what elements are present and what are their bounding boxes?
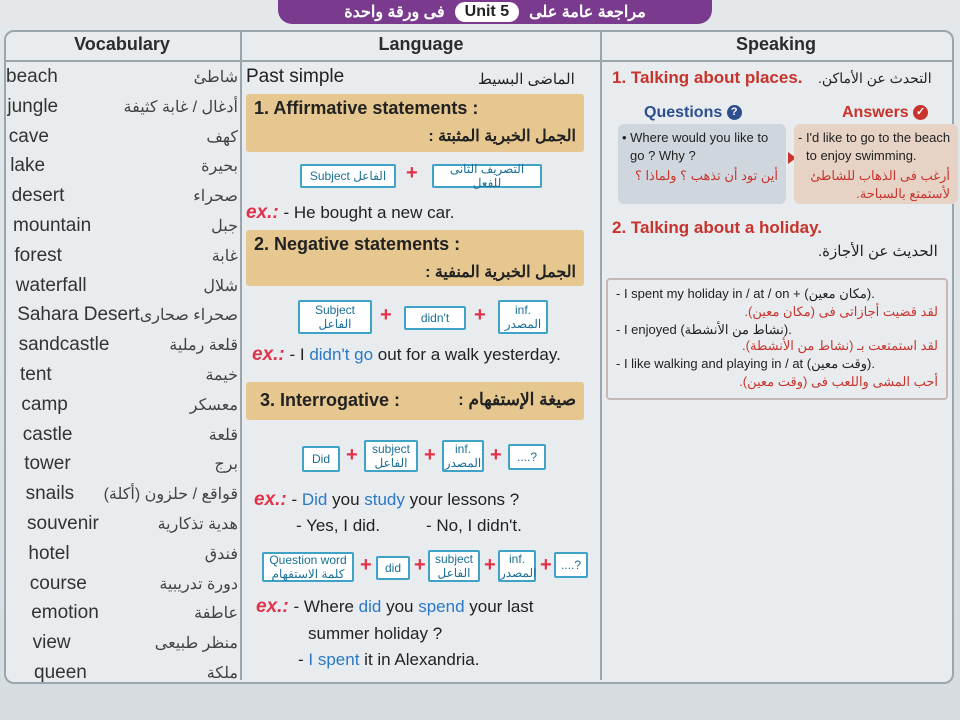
answer-card	[794, 124, 958, 204]
vocab-translation: بحيرة	[201, 158, 238, 176]
example-text: out for a walk yesterday.	[373, 345, 561, 364]
example-text: - Where	[293, 597, 359, 616]
vocab-word: lake	[10, 155, 46, 177]
formula-box: ....?	[508, 444, 546, 470]
example-text: - He bought a new car.	[283, 203, 455, 222]
vocab-translation: فندق	[204, 545, 238, 563]
talking-holiday-heading: 2. Talking about a holiday.	[612, 218, 823, 237]
formula-box: التصريف الثانى للفعل	[432, 164, 542, 188]
example-tag: ex.:	[246, 202, 279, 223]
answers-text: Answers	[842, 104, 909, 121]
vocab-translation: غابة	[211, 247, 238, 265]
vocab-row	[17, 301, 238, 329]
vocab-translation: معسكر	[189, 396, 238, 414]
tense-title: Past simple	[246, 66, 345, 87]
column-divider	[240, 30, 242, 680]
vocab-word: tower	[24, 453, 71, 475]
vocab-word: forest	[14, 244, 62, 266]
vocab-word: souvenir	[27, 513, 99, 534]
vocab-word: jungle	[7, 95, 59, 117]
example-text: it in Alexandria.	[359, 650, 480, 669]
question-card	[618, 124, 786, 204]
formula-box	[442, 440, 484, 472]
affirmative-band	[246, 94, 584, 152]
example-sentence	[254, 489, 519, 511]
formula-box: didn't	[404, 306, 466, 330]
box-text: Subject	[314, 303, 356, 317]
holiday-phrase-ar: لقد قضيت أجازاتى فى (مكان معين).	[744, 304, 938, 319]
plus-sign: +	[380, 304, 392, 326]
formula-box	[498, 300, 548, 334]
vocab-row	[27, 510, 238, 538]
answer-ar: أرغب فى الذهاب للشاطئ	[810, 168, 950, 183]
vocab-word: view	[32, 632, 71, 654]
example-highlight: I spent	[308, 650, 360, 669]
example-highlight: Did	[301, 490, 328, 509]
vocab-row	[34, 659, 238, 687]
holiday-phrases-box	[606, 278, 948, 400]
answer-yes: - Yes, I did.	[296, 516, 381, 535]
vocab-word: mountain	[13, 215, 92, 236]
answer-no: - No, I didn't.	[426, 516, 522, 535]
box-text: inf.	[514, 303, 531, 317]
vocab-word: sandcastle	[18, 334, 110, 356]
example-text: you	[327, 490, 365, 509]
formula-box	[298, 300, 372, 334]
talking-holiday-heading-ar: الحديث عن الأجازة.	[818, 243, 938, 260]
vocab-row	[24, 450, 238, 478]
vocab-translation: ملكة	[206, 665, 238, 682]
vocab-word: camp	[21, 393, 68, 415]
plus-sign: +	[484, 554, 496, 576]
vocab-translation: برج	[214, 456, 238, 474]
title-banner	[278, 0, 712, 24]
box-text-ar: الفاعل	[318, 317, 352, 331]
questions-label	[644, 104, 742, 122]
box-text-ar: كلمة الاستفهام	[271, 567, 345, 581]
banner-ar-left: مراجعة عامة على	[529, 4, 646, 21]
example-sentence-line2: summer holiday ?	[308, 624, 443, 643]
plus-sign: +	[346, 444, 358, 466]
vocab-translation: صحراء	[193, 188, 238, 206]
vocab-row	[21, 391, 238, 419]
vocab-row	[28, 540, 238, 568]
example-text: -	[291, 490, 302, 509]
box-text-ar: المصدر	[444, 456, 482, 470]
question-line: go ? Why ?	[630, 148, 696, 163]
holiday-phrase: - I spent my holiday in / at / on + (مكان معين).	[616, 286, 875, 301]
formula-box: Did	[302, 446, 340, 472]
vocab-translation: خيمة	[205, 367, 238, 384]
answer-sentence	[298, 650, 479, 670]
interrogative-band	[246, 382, 584, 420]
answer-line: - I'd like to go to the beach	[798, 130, 951, 145]
affirmative-heading-ar: الجمل الخبرية المثبتة :	[428, 128, 576, 145]
box-text: inf.	[508, 552, 525, 566]
vocab-translation: كهف	[206, 128, 238, 146]
vocab-translation: شاطئ	[193, 69, 238, 86]
vocab-translation: جبل	[211, 218, 238, 235]
vocab-translation: هدية تذكارية	[157, 516, 238, 533]
vocab-row	[7, 93, 238, 121]
holiday-phrase-ar: أحب المشى واللعب فى (وقت معين).	[739, 374, 938, 389]
negative-heading-ar: الجمل الخبرية المنفية :	[425, 264, 576, 281]
vocab-row	[19, 331, 238, 359]
vocab-translation: دورة تدريبية	[159, 575, 238, 593]
example-highlight: didn't go	[309, 345, 374, 364]
tense-title-ar: الماضى البسيط	[478, 71, 575, 88]
example-tag: ex.:	[252, 344, 285, 365]
question-line: • Where would you like to	[622, 130, 769, 145]
vocab-word: castle	[22, 423, 73, 445]
vocab-row	[31, 599, 238, 627]
box-text: inf.	[454, 442, 471, 456]
example-sentence	[252, 344, 561, 366]
check-icon: ✓	[913, 105, 928, 120]
vocab-translation: قلعة رملية	[169, 337, 238, 355]
plus-sign: +	[414, 554, 426, 576]
holiday-phrase: - I enjoyed (نشاط من الأنشطة).	[616, 322, 792, 337]
vocabulary-header: Vocabulary	[74, 34, 170, 54]
plus-sign: +	[490, 444, 502, 466]
box-text: Question word	[269, 553, 347, 567]
banner-ar-right: فى ورقة واحدة	[344, 4, 445, 21]
vocab-row	[6, 63, 238, 91]
header-divider	[4, 60, 954, 62]
vocab-row	[9, 123, 238, 151]
box-text-ar: الفاعل	[374, 456, 408, 470]
answer-ar: لأستمتع بالسباحة.	[856, 186, 950, 201]
formula-box	[262, 552, 354, 582]
language-header: Language	[378, 34, 464, 54]
formula-box: did	[376, 556, 410, 580]
vocab-word: emotion	[31, 602, 99, 624]
vocab-row	[12, 182, 238, 210]
vocab-word: desert	[11, 185, 65, 207]
answer-line: to enjoy swimming.	[806, 148, 917, 163]
vocab-word: hotel	[28, 542, 70, 564]
vocab-translation: قواقع / حلزون (أكلة)	[103, 486, 238, 504]
unit-badge: Unit 5	[455, 2, 519, 22]
vocab-translation: صحراء صحارى	[139, 307, 238, 325]
vocab-translation: عاطفة	[194, 605, 238, 623]
vocab-word: waterfall	[15, 274, 87, 296]
formula-box	[498, 550, 536, 582]
formula-box: Subject الفاعل	[300, 164, 396, 188]
box-text: subject	[434, 552, 474, 566]
example-highlight: spend	[418, 597, 465, 616]
vocab-row	[26, 480, 238, 508]
vocab-word: Sahara Desert	[17, 304, 140, 326]
questions-text: Questions	[644, 104, 723, 121]
example-text: - I	[289, 345, 310, 364]
vocab-translation: منظر طبيعى	[154, 635, 238, 653]
holiday-phrase: - I like walking and playing in / at (وقت معين).	[616, 356, 875, 371]
box-text: subject	[371, 442, 411, 456]
box-text-ar: المصدر	[500, 566, 537, 580]
affirmative-heading: 1. Affirmative statements :	[254, 98, 479, 118]
vocab-word: course	[29, 572, 87, 594]
example-text: -	[298, 650, 309, 669]
example-text: your lessons ?	[404, 490, 520, 509]
question-ar: أين تود أن تذهب ؟ ولماذا ؟	[634, 168, 778, 183]
example-text: your last	[464, 597, 534, 616]
interrogative-heading: 3. Interrogative :	[260, 390, 401, 410]
speaking-header: Speaking	[735, 34, 817, 54]
vocab-word: cave	[8, 125, 49, 147]
column-divider	[600, 30, 602, 680]
plus-sign: +	[424, 444, 436, 466]
example-sentence	[256, 596, 534, 618]
box-text-ar: الفاعل	[437, 566, 471, 580]
vocab-row	[20, 361, 238, 389]
negative-band	[246, 230, 584, 286]
vocab-translation: قلعة	[208, 426, 238, 444]
vocab-row	[16, 272, 238, 300]
plus-sign: +	[406, 162, 418, 184]
vocab-word: snails	[25, 483, 75, 505]
formula-box	[428, 550, 480, 582]
example-text: you	[381, 597, 419, 616]
vocab-word: tent	[20, 364, 52, 385]
example-tag: ex.:	[254, 489, 287, 510]
answers-label	[842, 104, 928, 122]
plus-sign: +	[540, 554, 552, 576]
vocab-word: beach	[6, 66, 58, 87]
talking-places-heading: 1. Talking about places.	[612, 68, 803, 87]
interrogative-heading-ar: صيغة الإستفهام :	[458, 390, 576, 409]
example-highlight: study	[364, 490, 405, 509]
vocab-translation: أدغال / غابة كثيفة	[123, 98, 238, 116]
holiday-phrase-ar: لقد استمتعت بـ (نشاط من الأنشطة).	[742, 338, 938, 353]
example-tag: ex.:	[256, 596, 289, 617]
vocab-row	[33, 629, 238, 657]
example-highlight: did	[358, 597, 382, 616]
vocab-row	[13, 212, 238, 240]
question-mark-icon: ?	[727, 105, 742, 120]
plus-sign: +	[360, 554, 372, 576]
vocab-row	[14, 242, 238, 270]
vocab-row	[10, 152, 238, 180]
vocab-row	[30, 570, 238, 598]
vocab-translation: شلال	[203, 277, 238, 295]
plus-sign: +	[474, 304, 486, 326]
vocab-row	[23, 421, 238, 449]
vocab-word: queen	[34, 662, 87, 683]
talking-places-heading-ar: التحدث عن الأماكن.	[818, 70, 932, 86]
box-text-ar: المصدر	[504, 317, 542, 331]
negative-heading: 2. Negative statements :	[254, 234, 461, 254]
formula-box	[364, 440, 418, 472]
example-sentence	[246, 202, 455, 224]
formula-box: ....?	[554, 552, 588, 578]
